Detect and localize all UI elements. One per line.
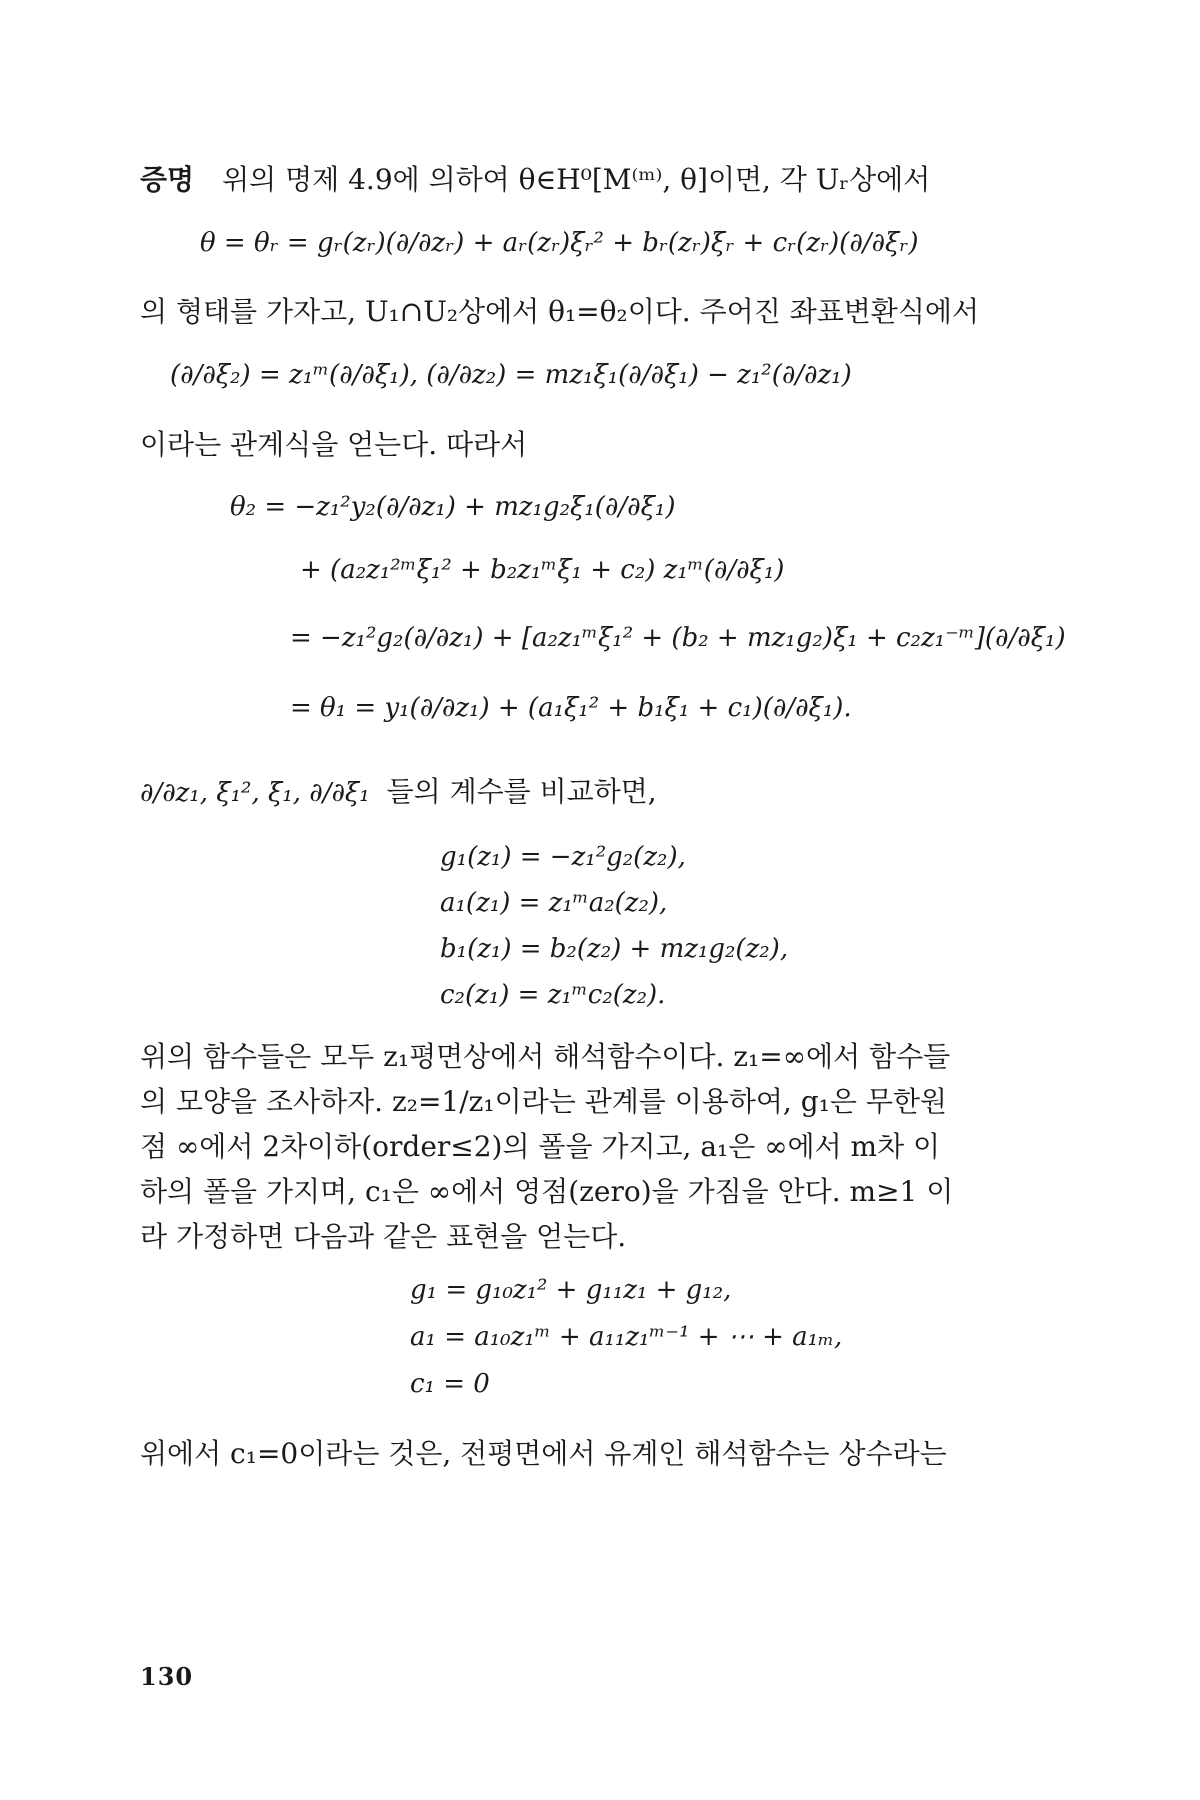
equation-c1-expansion: c₁ = 0 — [410, 1369, 490, 1399]
text-line-4: 들의 계수를 비교하면, — [386, 775, 657, 808]
equation-theta-r: θ = θᵣ = gᵣ(zᵣ)(∂/∂zᵣ) + aᵣ(zᵣ)ξᵣ² + bᵣ(zᵣ)ξᵣ + cᵣ(zᵣ)(∂/∂ξᵣ) — [200, 228, 919, 258]
equation-a1-expansion: a₁ = a₁₀z₁ᵐ + a₁₁z₁ᵐ⁻¹ + ⋯ + a₁ₘ, — [410, 1322, 843, 1352]
page-number: 130 — [140, 1662, 194, 1691]
equation-g1-expansion: g₁ = g₁₀z₁² + g₁₁z₁ + g₁₂, — [410, 1275, 732, 1305]
equation-c2: c₂(z₁) = z₁ᵐc₂(z₂). — [440, 980, 666, 1010]
equation-theta2-d: = θ₁ = y₁(∂/∂z₁) + (a₁ξ₁² + b₁ξ₁ + c₁)(∂/∂ξ₁). — [290, 693, 852, 723]
equation-theta2-c: = −z₁²g₂(∂/∂z₁) + [a₂z₁ᵐξ₁² + (b₂ + mz₁g₂)ξ₁ + c₂z₁⁻ᵐ](∂/∂ξ₁) — [290, 623, 1066, 653]
text-line-5: 위의 함수들은 모두 z₁평면상에서 해석함수이다. z₁=∞에서 함수들 — [140, 1040, 951, 1073]
text-line-10: 위에서 c₁=0이라는 것은, 전평면에서 유계인 해석함수는 상수라는 — [140, 1437, 947, 1470]
text-line-3: 이라는 관계식을 얻는다. 따라서 — [140, 428, 528, 461]
text-line-2: 의 형태를 가자고, U₁∩U₂상에서 θ₁=θ₂이다. 주어진 좌표변환식에서 — [140, 295, 979, 328]
compare-prefix: ∂/∂z₁, ξ₁², ξ₁, ∂/∂ξ₁ — [140, 778, 370, 808]
text-line-7: 점 ∞에서 2차이하(order≤2)의 폴을 가지고, a₁은 ∞에서 m차 이 — [140, 1130, 941, 1163]
text-line-6: 의 모양을 조사하자. z₂=1/z₁이라는 관계를 이용하여, g₁은 무한원 — [140, 1085, 947, 1118]
equation-transform: (∂/∂ξ₂) = z₁ᵐ(∂/∂ξ₁), (∂/∂z₂) = mz₁ξ₁(∂/∂ξ₁) − z₁²(∂/∂z₁) — [170, 360, 852, 390]
proof-first-line — [140, 158, 930, 198]
equation-g1: g₁(z₁) = −z₁²g₂(z₂), — [440, 842, 686, 872]
equation-theta2-b: + (a₂z₁²ᵐξ₁² + b₂z₁ᵐξ₁ + c₂) z₁ᵐ(∂/∂ξ₁) — [300, 555, 785, 585]
text-line-1: 위의 명제 4.9에 의하여 θ∈H⁰[M⁽ᵐ⁾, θ]이면, 각 Uᵣ상에서 — [222, 163, 931, 196]
equation-b1: b₁(z₁) = b₂(z₂) + mz₁g₂(z₂), — [440, 934, 789, 964]
equation-theta2-a: θ₂ = −z₁²y₂(∂/∂z₁) + mz₁g₂ξ₁(∂/∂ξ₁) — [230, 492, 676, 522]
compare-line — [140, 770, 657, 810]
text-line-9: 라 가정하면 다음과 같은 표현을 얻는다. — [140, 1220, 627, 1253]
proof-label: 증명 — [140, 163, 195, 196]
text-line-8: 하의 폴을 가지며, c₁은 ∞에서 영점(zero)을 가짐을 안다. m≥1 이 — [140, 1175, 954, 1208]
equation-a1: a₁(z₁) = z₁ᵐa₂(z₂), — [440, 888, 668, 918]
